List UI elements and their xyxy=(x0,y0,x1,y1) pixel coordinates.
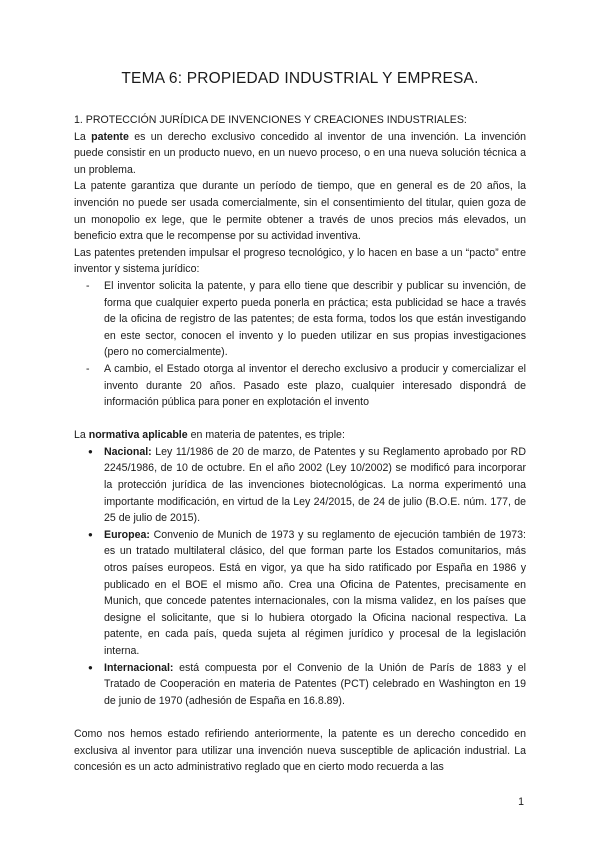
page-title: TEMA 6: PROPIEDAD INDUSTRIAL Y EMPRESA. xyxy=(121,70,479,87)
page-number: 1 xyxy=(518,796,524,808)
dash-list xyxy=(74,278,526,411)
bullet-list xyxy=(74,444,526,710)
paragraph-pacto: Las patentes pretenden impulsar el progreso tecnológico, y lo hacen en base a un “pacto” entre inventor y sistema jurídico: xyxy=(74,246,526,276)
list-item: - El inventor solicita la patente, y para ello tiene que describir y publicar su invención, de forma que cualquier experto pueda ponerla en práctica; esta publicidad se hace a través de la oficina de registro de las patentes; de esta forma, todos los que están investigando en este sector, conocen el invento y lo pueden utilizar en sus propias investigaciones (pero no comercialmente). xyxy=(74,278,526,361)
bold-term-patente: patente xyxy=(91,130,129,143)
document-body xyxy=(74,112,526,776)
paragraph-concesion: Como nos hemos estado refiriendo anteriormente, la patente es un derecho concedido en exclusiva al inventor para utilizar una invención nueva susceptible de aplicación industrial. La concesión es un acto administrativo reglado que en cierto modo recuerda a las xyxy=(74,727,526,774)
paragraph-normativa: La normativa aplicable en materia de patentes, es triple: xyxy=(74,429,345,442)
list-item: ● Internacional: está compuesta por el Convenio de la Unión de París de 1883 y el Tratado de Cooperación en materia de Patentes (PCT) celebrado en Washington en 19 de junio de 1970 (adhesión de España en 16.8.89). xyxy=(74,660,526,710)
bold-term-normativa: normativa aplicable xyxy=(88,429,188,442)
list-item: - A cambio, el Estado otorga al inventor el derecho exclusivo a producir y comercializar el invento durante 20 años. Pasado este plazo, cualquier interesado dispondrá de información pública para poner en explotación el invento xyxy=(74,361,526,411)
list-item: ● Nacional: Ley 11/1986 de 20 de marzo, de Patentes y su Reglamento aprobado por RD 2245/1986, de 10 de octubre. En el año 2002 (Ley 10/2002) se modificó para incorporar la protección jurídica de las invenciones biotecnológicas. La norma experimentó una importante modificación, en virtud de la Ley 24/2015, de 24 de julio (B.O.E. núm. 177, de 25 de julio de 2015). xyxy=(74,444,526,527)
list-item: ● Europea: Convenio de Munich de 1973 y su reglamento de ejecución también de 1973: es un tratado multilateral clásico, del que forman parte los Estados comunitarios, más otros países europeos. Está en vigor, ya que ha sido ratificado por España en 1986 y publicado en el BOE el mismo año. Crea una Oficina de Patentes, precisamente en Munich, que concede patentes internacionales, con la misma validez, en los países que designe el solicitante, que si lo hubiera otorgado la Oficina nacional respectiva. La patente, en cada país, queda sujeta al régimen jurídico y procesal de la legislación interna. xyxy=(74,527,526,660)
section-heading: 1. PROTECCIÓN JURÍDICA DE INVENCIONES Y CREACIONES INDUSTRIALES: xyxy=(74,114,467,126)
paragraph-patente-definition: La patente es un derecho exclusivo concedido al inventor de una invención. La invención puede consistir en un producto nuevo, en un nuevo proceso, o en una nueva solución técnica a un problema. xyxy=(74,130,526,176)
paragraph-patente-guarantee: La patente garantiza que durante un período de tiempo, que en general es de 20 años, la invención no puede ser usada comercialmente, sin el consentimiento del titular, quien goza de un monopolio ex lege, que le permite obtener a través de unos precios más elevados, un beneficio extra que le recompense por su actividad inventiva. xyxy=(74,180,526,243)
